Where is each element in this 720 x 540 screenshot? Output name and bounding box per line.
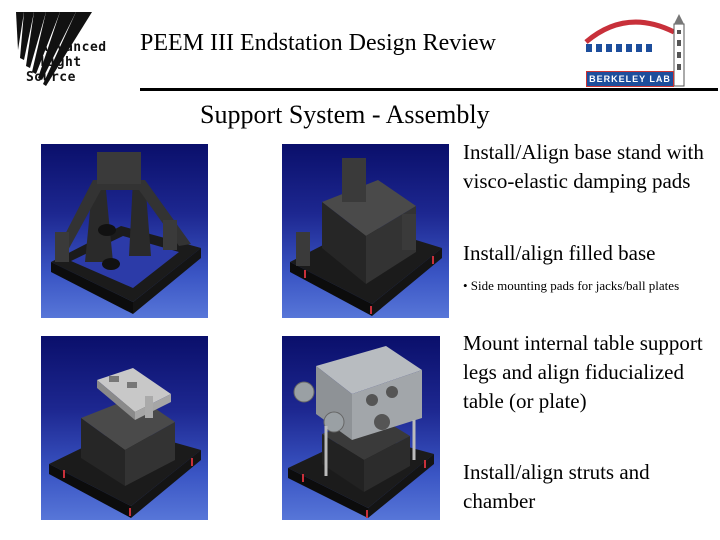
image-filled-base <box>282 144 449 318</box>
als-logo <box>14 10 126 88</box>
bullet-internal-table: Mount internal table support legs and align fiducialized table (or plate) <box>463 331 703 413</box>
header-title: PEEM III Endstation Design Review <box>140 30 496 56</box>
slide-title: Support System - Assembly <box>200 100 490 129</box>
subbullet-mounting-pads: • Side mounting pads for jacks/ball plates <box>463 278 680 293</box>
berkeley-lab-wordmark: BERKELEY LAB <box>586 71 674 87</box>
header-rule <box>140 88 718 91</box>
image-struts-chamber <box>282 336 440 520</box>
als-line-1: Advanced <box>40 40 107 55</box>
als-line-3: Source <box>26 70 76 85</box>
bullet-struts-chamber: Install/align struts and chamber <box>463 460 650 513</box>
bullet-filled-base: Install/align filled base <box>463 241 656 265</box>
image-base-stand <box>41 144 208 318</box>
als-line-2: Light <box>40 55 82 70</box>
berkeley-lab-logo <box>582 10 694 88</box>
bullet-base-stand: Install/Align base stand with visco-elastic damping pads <box>463 140 704 193</box>
image-internal-table <box>41 336 208 520</box>
